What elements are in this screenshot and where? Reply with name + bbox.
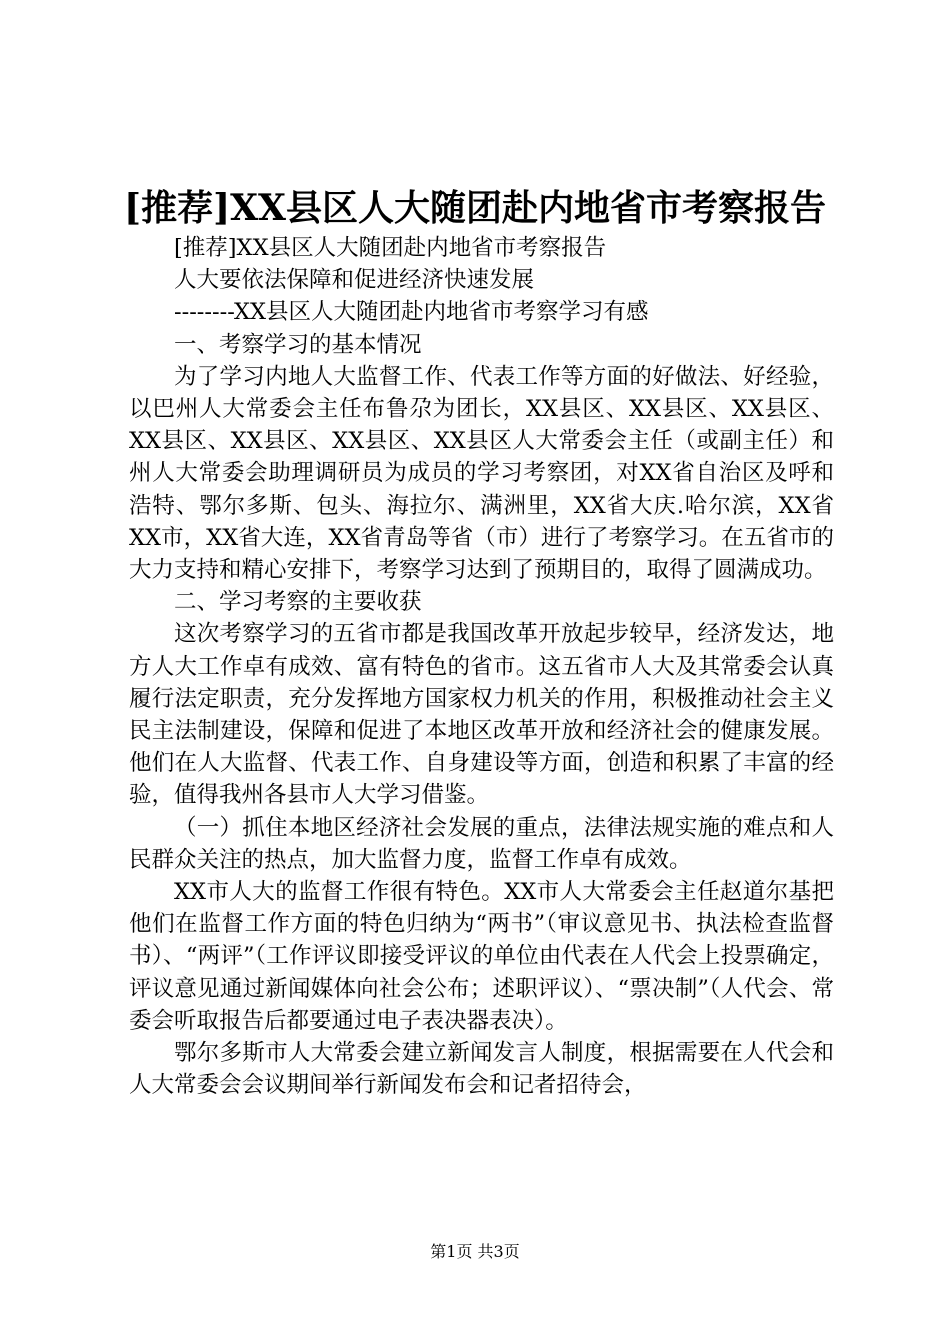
paragraph-body: 为了学习内地人大监督工作、代表工作等方面的好做法、好经验，以巴州人大常委会主任布鲁尕为团长，XX县区、XX县区、XX县区、XX县区、XX县区、XX县区、XX县区人大常委会主任（或副主任）和州人大常委会助理调研员为成员的学习考察团，对XX省自治区及呼和浩特、鄂尔多斯、包头、海拉尔、满洲里，XX省大庆.哈尔滨，XX省XX市，XX省大连，XX省青岛等省（市）进行了考察学习。在五省市的大力支持和精心安排下，考察学习达到了预期目的，取得了圆满成功。 xyxy=(129,363,834,584)
page-footer: 第1页 共3页 xyxy=(430,1242,520,1261)
paragraph-body: XX市人大的监督工作很有特色。XX市人大常委会主任赵道尔基把他们在监督工作方面的特色归纳为“两书”（审议意见书、执法检查监督书）、“两评”（工作评议即接受评议的单位由代表在人代会上投票确定，评议意见通过新闻媒体向社会公布；述职评议）、“票决制”（人代会、常委会听取报告后都要通过电子表决器表决）。 xyxy=(129,879,834,1034)
paragraph-subtitle-repeat: [推荐]XX县区人大随团赴内地省市考察报告 xyxy=(174,235,607,261)
paragraph-heading-main: 人大要依法保障和促进经济快速发展 xyxy=(174,267,535,294)
paragraph-body: 鄂尔多斯市人大常委会建立新闻发言人制度，根据需要在人代会和人大常委会会议期间举行新闻发布会和记者招待会， xyxy=(129,1040,834,1099)
subsection-heading-1: （一）抓住本地区经济社会发展的重点，法律法规实施的难点和人民群众关注的热点，加大监督力度，监督工作卓有成效。 xyxy=(129,814,834,873)
section-heading-1: 一、考察学习的基本情况 xyxy=(174,331,422,358)
document-body xyxy=(129,232,834,1101)
document-title: [推荐]XX县区人大随团赴内地省市考察报告 xyxy=(124,187,826,229)
section-heading-2: 二、学习考察的主要收获 xyxy=(174,589,422,616)
paragraph-body: 这次考察学习的五省市都是我国改革开放起步较早，经济发达，地方人大工作卓有成效、富有特色的省市。这五省市人大及其常委会认真履行法定职责，充分发挥地方国家权力机关的作用，积极推动社会主义民主法制建设，保障和促进了本地区改革开放和经济社会的健康发展。他们在人大监督、代表工作、自身建设等方面，创造和积累了丰富的经验，值得我州各县市人大学习借鉴。 xyxy=(129,621,834,809)
paragraph-heading-sub: --------XX县区人大随团赴内地省市考察学习有感 xyxy=(174,299,649,326)
